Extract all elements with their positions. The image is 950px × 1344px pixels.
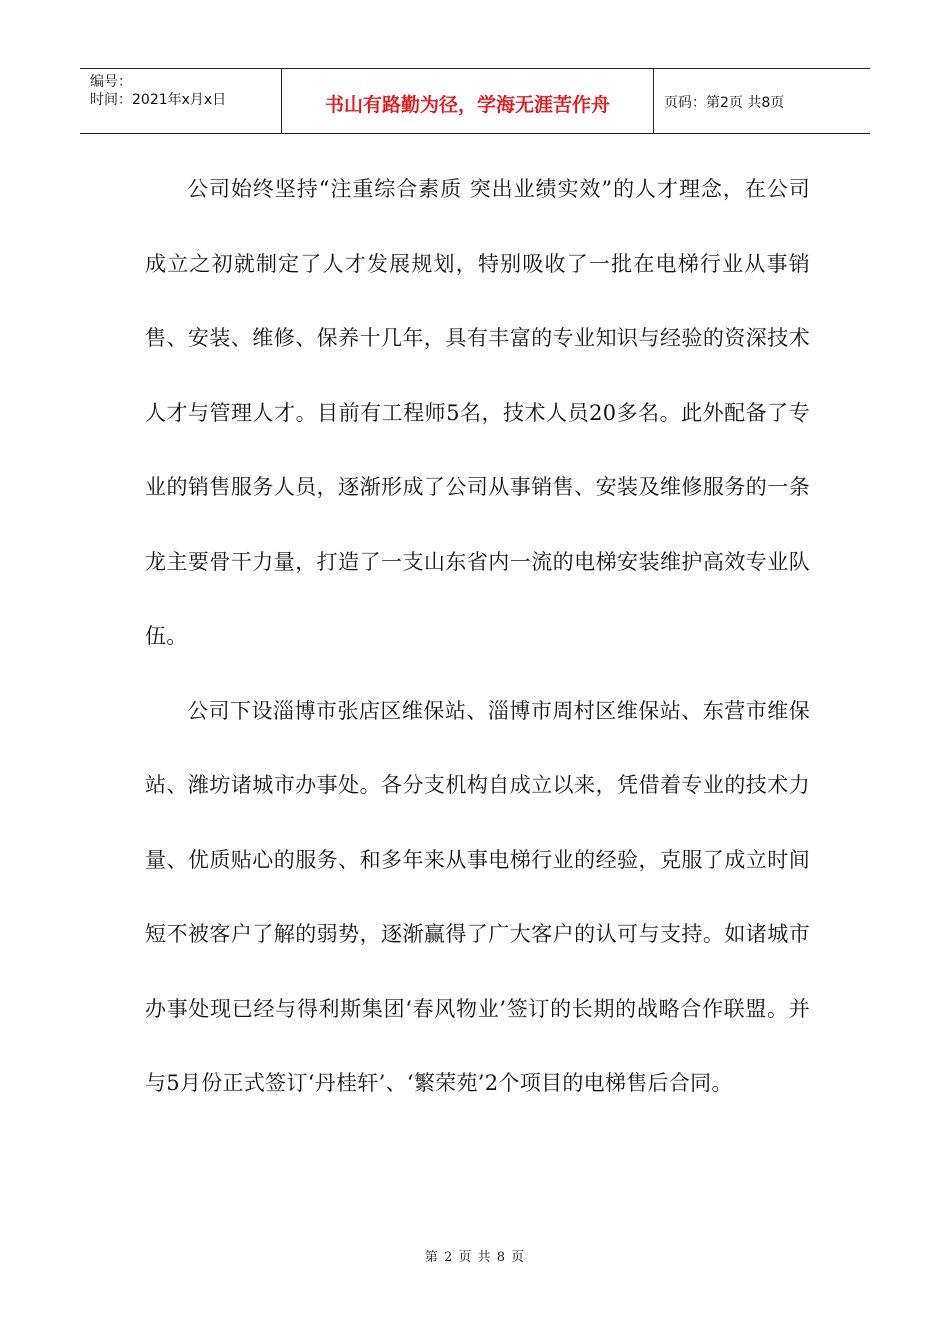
header-meta — [80, 69, 282, 133]
header-page-info: 页码：第2页 共8页 — [664, 95, 785, 111]
document-time-label: 时间：2021年x月x日 — [90, 92, 227, 108]
page-footer: 第 2 页 共 8 页 — [424, 1250, 526, 1265]
header-motto: 书山有路勤为径，学海无涯苦作舟 — [324, 93, 610, 116]
document-number-label: 编号： — [90, 74, 132, 90]
paragraph-branches: 公司下设淄博市张店区维保站、淄博市周村区维保站、东营市维保站、潍坊诸城市办事处。各分支机构自成立以来，凭借着专业的技术力量、优质贴心的服务、和多年来从事电梯行业的经验，克服了成立时间短不被客户了解的弱势，逐渐赢得了广大客户的认可与支持。如诸城市办事处现已经与得利斯集团‘春风物业’签订的长期的战略合作联盟。并与5月份正式签订‘丹桂轩’、‘繁荣苑’2个项目的电梯售后合同。 — [145, 698, 810, 1095]
header-page-info-cell — [654, 69, 870, 133]
document-body — [145, 152, 810, 1121]
paragraph-talent: 公司始终坚持“注重综合素质 突出业绩实效”的人才理念，在公司成立之初就制定了人才发展规划，特别吸收了一批在电梯行业从事销售、安装、维修、保养十几年，具有丰富的专业知识与经验的资深技术人才与管理人才。目前有工程师5名，技术人员20多名。此外配备了专业的销售服务人员，逐渐形成了公司从事销售、安装及维修服务的一条龙主要骨干力量，打造了一支山东省内一流的电梯安装维护高效专业队伍。 — [145, 177, 810, 648]
header-motto-cell — [282, 69, 654, 133]
document-header — [80, 68, 870, 134]
